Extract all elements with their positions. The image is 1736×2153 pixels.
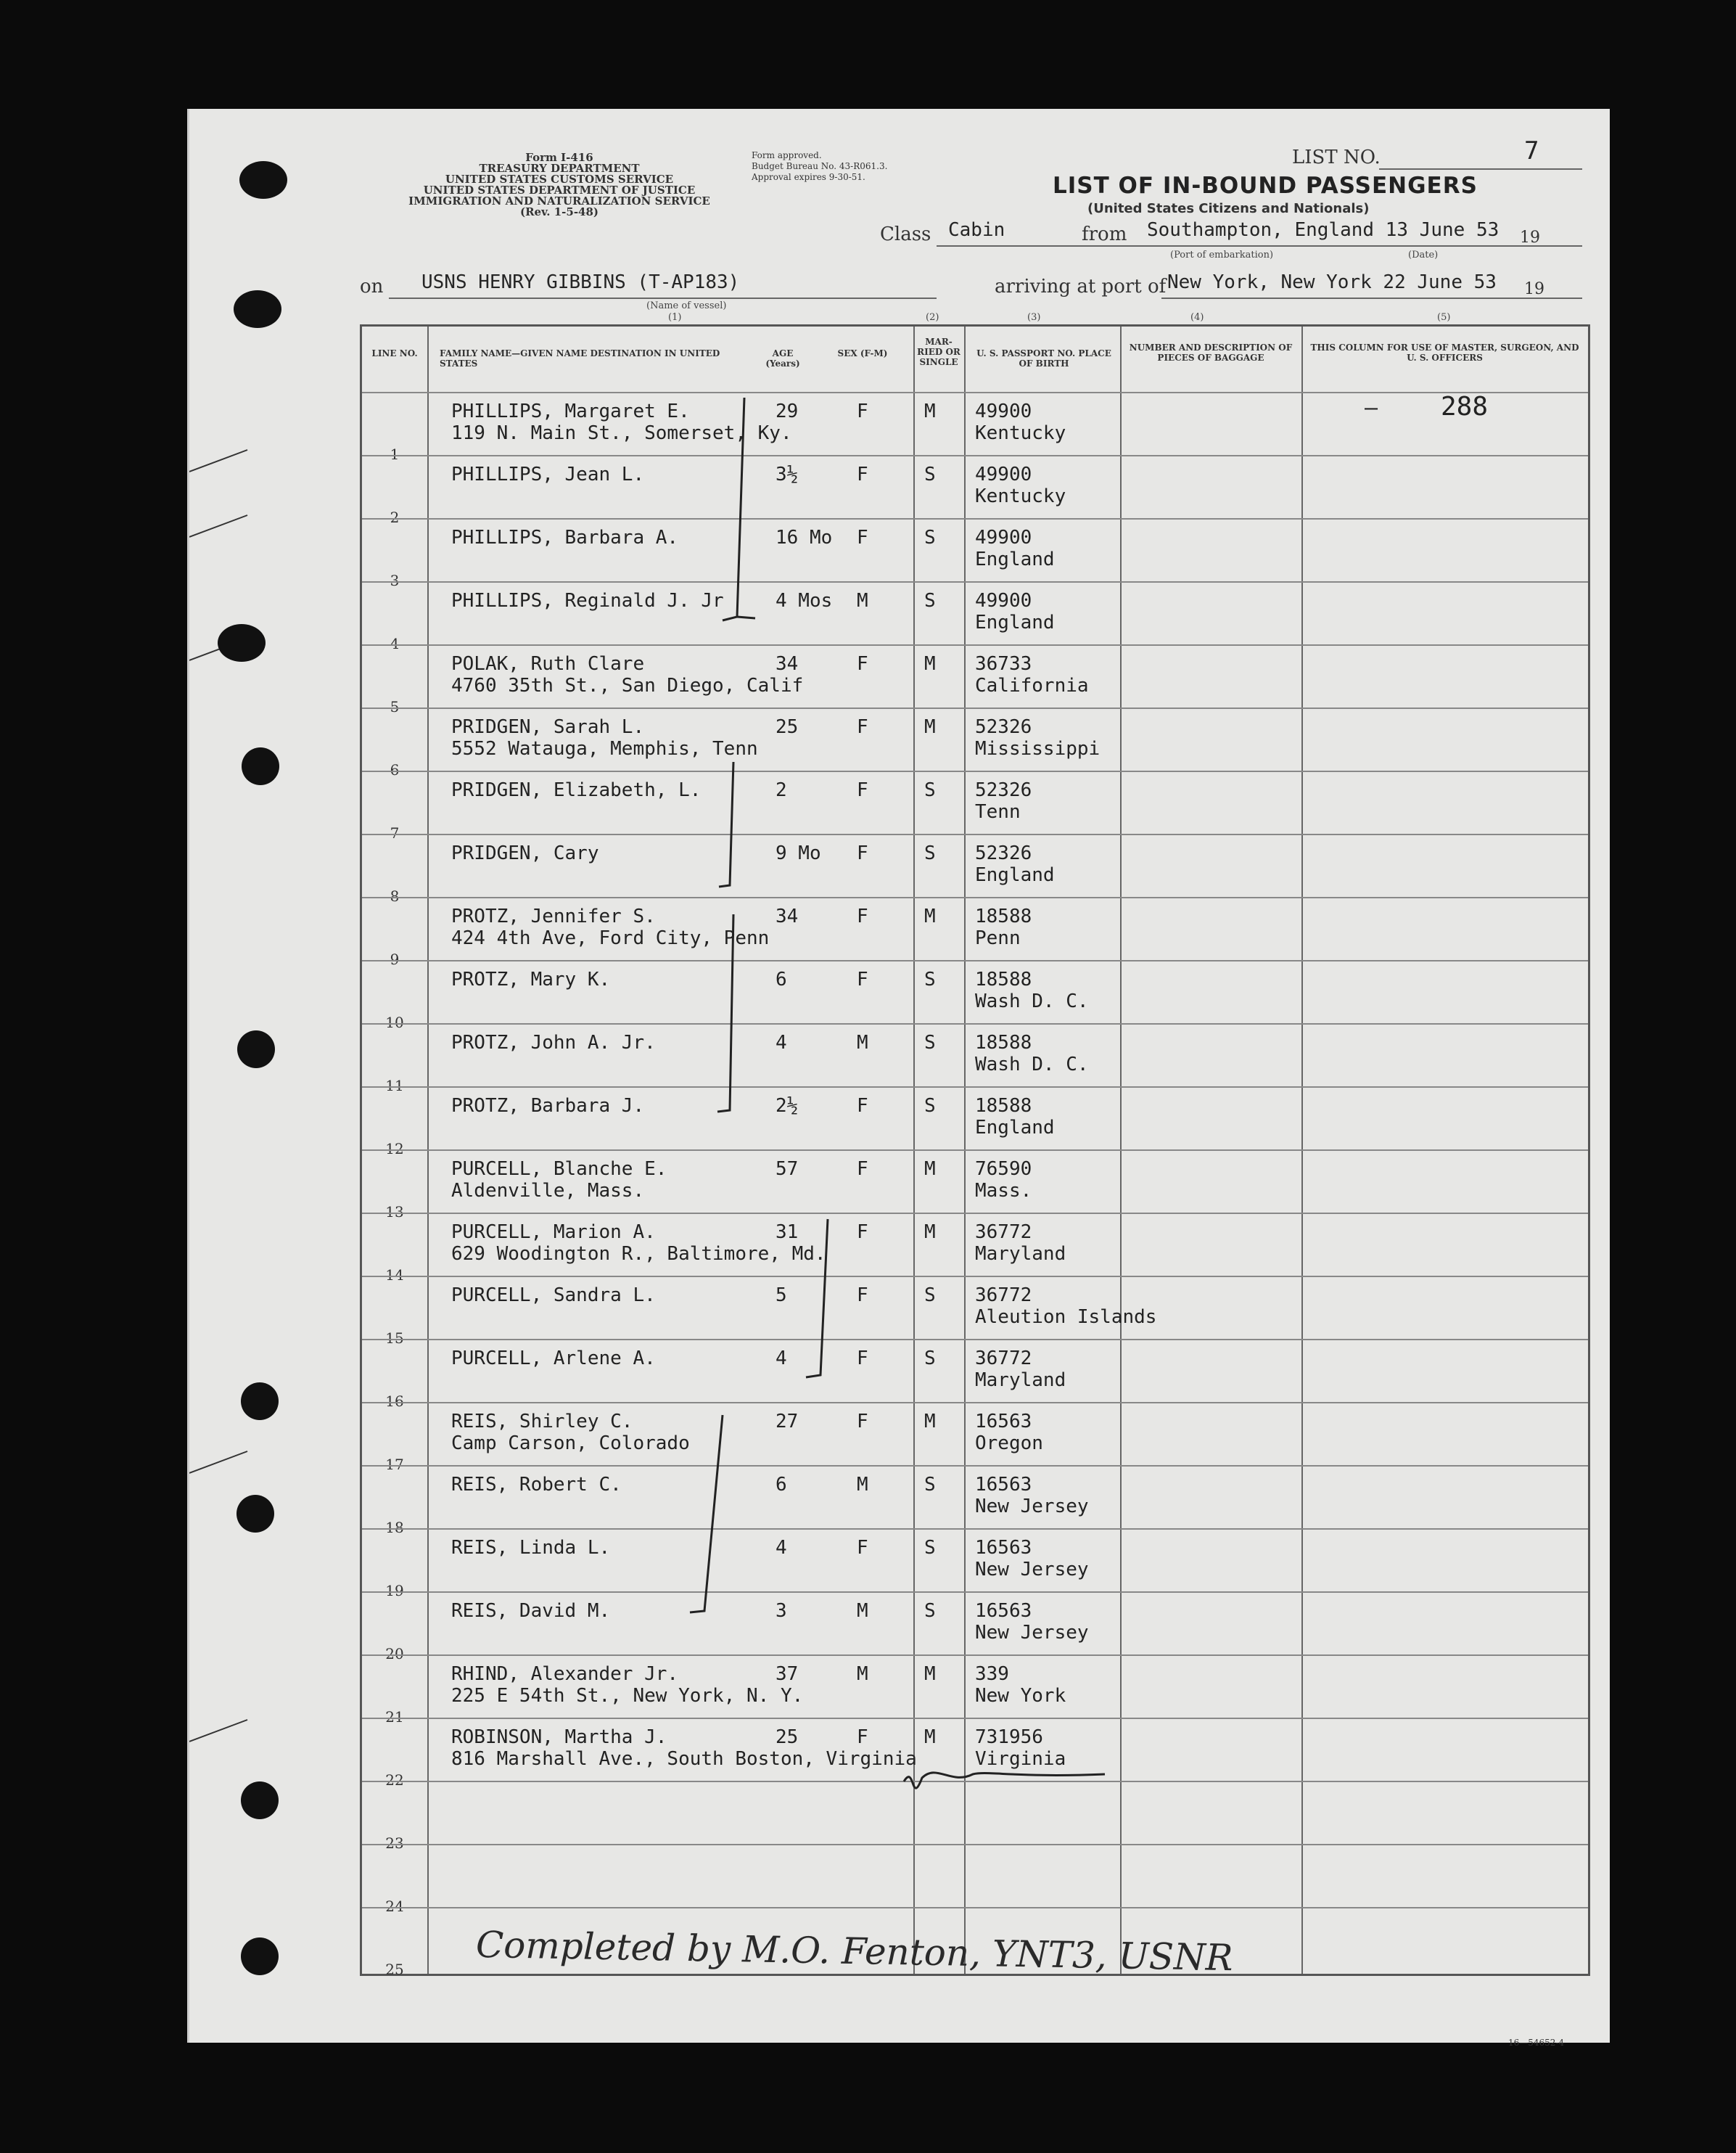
- age: 3½: [776, 464, 799, 485]
- place-of-birth: Aleution Islands: [975, 1306, 1157, 1328]
- row-divider: [362, 581, 1588, 583]
- tick-mark: [189, 450, 247, 472]
- sex: F: [857, 1221, 868, 1243]
- place-of-birth: Maryland: [975, 1243, 1066, 1265]
- place-of-birth: New Jersey: [975, 1559, 1089, 1580]
- column-number-1: (1): [668, 312, 682, 323]
- list-number-underline: [1379, 168, 1582, 170]
- marital-status: S: [924, 1284, 936, 1306]
- row-divider: [362, 1907, 1588, 1908]
- row-divider: [362, 1465, 1588, 1467]
- vessel-caption: (Name of vessel): [646, 300, 727, 311]
- table-row: [362, 1654, 1588, 1726]
- passport-number: 36772: [975, 1221, 1032, 1243]
- binder-hole: [218, 624, 266, 662]
- passport-number: 16563: [975, 1474, 1032, 1496]
- row-divider: [362, 1591, 1588, 1593]
- tick-mark: [189, 515, 247, 537]
- table-row: [362, 960, 1588, 1031]
- marital-status: M: [924, 653, 936, 675]
- passenger-name: PROTZ, Barbara J.: [451, 1095, 645, 1117]
- passenger-name: RHIND, Alexander Jr.: [451, 1663, 679, 1685]
- age: 25: [776, 1726, 799, 1748]
- passport-number: 36772: [975, 1284, 1032, 1306]
- row-divider: [362, 834, 1588, 835]
- approval-block: [752, 150, 940, 183]
- table-row: [362, 1591, 1588, 1662]
- line-number: 13: [385, 1203, 404, 1221]
- age: 16 Mo: [776, 527, 833, 549]
- row-divider: [362, 771, 1588, 772]
- age: 3: [776, 1600, 787, 1622]
- form-approved: Form approved.: [752, 150, 822, 160]
- sex: F: [857, 1411, 868, 1432]
- header-age: AGE (Years): [765, 348, 800, 369]
- destination: 119 N. Main St., Somerset, Ky.: [451, 422, 792, 444]
- place-of-birth: Wash D. C.: [975, 991, 1089, 1012]
- marital-status: S: [924, 842, 936, 864]
- marital-status: M: [924, 1158, 936, 1180]
- sex: F: [857, 653, 868, 675]
- place-of-birth: Wash D. C.: [975, 1054, 1089, 1075]
- line-number: 18: [385, 1519, 404, 1536]
- row-divider: [362, 1844, 1588, 1845]
- passport-number: 49900: [975, 590, 1032, 612]
- form-number: Form I-416: [525, 151, 593, 164]
- department-of-justice: UNITED STATES DEPARTMENT OF JUSTICE: [423, 184, 696, 197]
- form-agency-block: [356, 152, 762, 218]
- table-row: [362, 1465, 1588, 1536]
- from-label: from: [1082, 223, 1127, 245]
- line-number: 15: [385, 1329, 404, 1347]
- line-number: 23: [385, 1834, 404, 1852]
- table-row: [362, 1528, 1588, 1599]
- place-of-birth: Virginia: [975, 1748, 1066, 1770]
- binder-hole: [237, 1030, 275, 1068]
- sex: F: [857, 464, 868, 485]
- line-number: 24: [385, 1898, 404, 1915]
- place-of-birth: Mass.: [975, 1180, 1032, 1202]
- passport-number: 339: [975, 1663, 1009, 1685]
- row-divider: [362, 1149, 1588, 1151]
- sex: F: [857, 1095, 868, 1117]
- marital-status: S: [924, 969, 936, 991]
- table-row: [362, 1213, 1588, 1284]
- table-row: [362, 1844, 1588, 1915]
- list-number-label: LIST NO.: [1292, 147, 1381, 168]
- sex: F: [857, 1158, 868, 1180]
- place-of-birth: Kentucky: [975, 422, 1066, 444]
- passport-number: 49900: [975, 464, 1032, 485]
- table-row: [362, 1339, 1588, 1410]
- age: 6: [776, 969, 787, 991]
- passport-number: 49900: [975, 401, 1032, 422]
- marital-status: M: [924, 1221, 936, 1243]
- line-number: 16: [385, 1393, 404, 1410]
- sex: F: [857, 1348, 868, 1369]
- marital-status: S: [924, 1537, 936, 1559]
- passenger-name: PROTZ, Mary K.: [451, 969, 611, 991]
- passenger-name: PURCELL, Marion A.: [451, 1221, 656, 1243]
- marital-status: S: [924, 779, 936, 801]
- header-name: FAMILY NAME—GIVEN NAME DESTINATION IN UNITED STATES: [440, 348, 720, 369]
- passenger-list-page: [187, 109, 1610, 2048]
- marital-status: M: [924, 1411, 936, 1432]
- year-prefix-1: 19: [1520, 229, 1540, 247]
- tick-mark: [189, 1720, 247, 1742]
- row-divider: [362, 1276, 1588, 1277]
- binder-hole: [236, 1495, 274, 1533]
- sex: M: [857, 1032, 868, 1054]
- line-number: 5: [390, 698, 400, 715]
- class-value: Cabin: [948, 219, 1005, 241]
- row-divider: [362, 1528, 1588, 1530]
- budget-bureau: Budget Bureau No. 43-R061.3.: [752, 161, 888, 171]
- table-row: [362, 897, 1588, 968]
- port-caption: (Port of embarkation): [1170, 250, 1274, 261]
- age: 34: [776, 653, 799, 675]
- age: 37: [776, 1663, 799, 1685]
- passenger-name: PHILLIPS, Reginald J. Jr: [451, 590, 724, 612]
- line-number: 8: [390, 887, 400, 905]
- immigration-service: IMMIGRATION AND NATURALIZATION SERVICE: [408, 194, 710, 208]
- destination: 225 E 54th St., New York, N. Y.: [451, 1685, 804, 1707]
- row-divider: [362, 455, 1588, 456]
- binder-hole: [234, 290, 281, 328]
- place-of-birth: England: [975, 864, 1055, 886]
- sex: F: [857, 969, 868, 991]
- marital-status: S: [924, 464, 936, 485]
- passenger-name: PRIDGEN, Cary: [451, 842, 599, 864]
- table-row: [362, 518, 1588, 589]
- row-divider: [362, 1654, 1588, 1656]
- header-line-no: LINE NO.: [371, 348, 418, 358]
- sex: F: [857, 1284, 868, 1306]
- customs-service: UNITED STATES CUSTOMS SERVICE: [445, 173, 674, 186]
- destination: 4760 35th St., San Diego, Calif: [451, 675, 804, 697]
- sex: F: [857, 842, 868, 864]
- sex: F: [857, 1726, 868, 1748]
- passenger-name: PURCELL, Sandra L.: [451, 1284, 656, 1306]
- line-number: 9: [390, 951, 400, 968]
- vessel-name: USNS HENRY GIBBINS (T-AP183): [421, 271, 740, 293]
- place-of-birth: Penn: [975, 927, 1021, 949]
- binder-hole: [242, 747, 279, 785]
- passport-number: 16563: [975, 1411, 1032, 1432]
- marital-status: S: [924, 527, 936, 549]
- line-number: 10: [385, 1014, 404, 1031]
- line-number: 3: [390, 572, 400, 589]
- row-divider: [362, 708, 1588, 709]
- passenger-name: PROTZ, John A. Jr.: [451, 1032, 656, 1054]
- passenger-name: REIS, Robert C.: [451, 1474, 622, 1496]
- arrival-underline: [1161, 298, 1582, 299]
- footer-code: 16—54652-4: [1508, 2038, 1565, 2048]
- tick-mark: [189, 1451, 247, 1473]
- document-title: LIST OF IN-BOUND PASSENGERS: [1053, 173, 1478, 199]
- destination: Aldenville, Mass.: [451, 1180, 645, 1202]
- table-row: [362, 1781, 1588, 1852]
- passport-number: 52326: [975, 716, 1032, 738]
- row-divider: [362, 1402, 1588, 1403]
- marital-status: M: [924, 1726, 936, 1748]
- passenger-name: PROTZ, Jennifer S.: [451, 906, 656, 927]
- age: 31: [776, 1221, 799, 1243]
- passenger-table: [360, 324, 1590, 1976]
- table-row: [362, 1276, 1588, 1347]
- approval-expires: Approval expires 9-30-51.: [752, 172, 865, 182]
- sex: F: [857, 401, 868, 422]
- embarkation-value: Southampton, England 13 June 53: [1147, 219, 1500, 241]
- age: 4 Mos: [776, 590, 833, 612]
- place-of-birth: New Jersey: [975, 1622, 1089, 1644]
- line-number: 11: [385, 1077, 404, 1094]
- row-divider: [362, 1718, 1588, 1719]
- sex: M: [857, 590, 868, 612]
- binder-hole: [239, 161, 287, 199]
- table-row: [362, 1023, 1588, 1094]
- row-divider: [362, 1781, 1588, 1782]
- sex: M: [857, 1663, 868, 1685]
- row-divider: [362, 897, 1588, 898]
- table-row: [362, 1402, 1588, 1473]
- passport-number: 49900: [975, 527, 1032, 549]
- on-label: on: [360, 276, 384, 298]
- passport-number: 36733: [975, 653, 1032, 675]
- age: 2: [776, 779, 787, 801]
- age: 25: [776, 716, 799, 738]
- marital-status: S: [924, 1600, 936, 1622]
- row-divider: [362, 644, 1588, 646]
- passport-number: 18588: [975, 1032, 1032, 1054]
- row-divider: [362, 392, 1588, 393]
- header-officers: THIS COLUMN FOR USE OF MASTER, SURGEON, AND U. S. OFFICERS: [1310, 343, 1579, 363]
- list-number-value: 7: [1524, 136, 1539, 165]
- line-number: 1: [390, 446, 400, 463]
- passport-number: 16563: [975, 1537, 1032, 1559]
- passport-number: 731956: [975, 1726, 1043, 1748]
- vessel-underline: [389, 298, 937, 299]
- marital-status: M: [924, 1663, 936, 1685]
- age: 4: [776, 1537, 787, 1559]
- line-number: 2: [390, 509, 400, 526]
- form-revision: (Rev. 1-5-48): [519, 205, 599, 218]
- completed-by-signature: Completed by M.O. Fenton, YNT3, USNR: [475, 1923, 1233, 1980]
- row-divider: [362, 1213, 1588, 1214]
- line-number: 19: [385, 1582, 404, 1599]
- passenger-name: REIS, David M.: [451, 1600, 611, 1622]
- column-number-3: (3): [1027, 312, 1041, 323]
- place-of-birth: Mississippi: [975, 738, 1101, 760]
- age: 4: [776, 1348, 787, 1369]
- passenger-name: PHILLIPS, Jean L.: [451, 464, 645, 485]
- destination: 629 Woodington R., Baltimore, Md.: [451, 1243, 826, 1265]
- passenger-name: PRIDGEN, Sarah L.: [451, 716, 645, 738]
- marital-status: S: [924, 1095, 936, 1117]
- marital-status: S: [924, 1474, 936, 1496]
- passport-number: 76590: [975, 1158, 1032, 1180]
- place-of-birth: Tenn: [975, 801, 1021, 823]
- sex: F: [857, 906, 868, 927]
- passport-number: 18588: [975, 906, 1032, 927]
- age: 34: [776, 906, 799, 927]
- passenger-name: PRIDGEN, Elizabeth, L.: [451, 779, 702, 801]
- binder-hole: [241, 1382, 279, 1420]
- marital-status: M: [924, 906, 936, 927]
- passenger-name: POLAK, Ruth Clare: [451, 653, 645, 675]
- line-number: 20: [385, 1645, 404, 1662]
- destination: Camp Carson, Colorado: [451, 1432, 690, 1454]
- sex: F: [857, 716, 868, 738]
- column-number-5: (5): [1437, 312, 1451, 323]
- row-divider: [362, 518, 1588, 520]
- age: 5: [776, 1284, 787, 1306]
- marital-status: S: [924, 1032, 936, 1054]
- table-row: [362, 708, 1588, 779]
- passport-number: 36772: [975, 1348, 1032, 1369]
- table-row: [362, 581, 1588, 652]
- passenger-name: PHILLIPS, Barbara A.: [451, 527, 679, 549]
- sex: M: [857, 1600, 868, 1622]
- arrival-value: New York, New York 22 June 53: [1167, 271, 1497, 293]
- sex: F: [857, 779, 868, 801]
- table-row: [362, 644, 1588, 715]
- age: 6: [776, 1474, 787, 1496]
- passport-number: 18588: [975, 969, 1032, 991]
- passport-number: 18588: [975, 1095, 1032, 1117]
- destination: 5552 Watauga, Memphis, Tenn: [451, 738, 758, 760]
- place-of-birth: England: [975, 612, 1055, 633]
- place-of-birth: New Jersey: [975, 1496, 1089, 1517]
- place-of-birth: Maryland: [975, 1369, 1066, 1391]
- treasury-department: TREASURY DEPARTMENT: [479, 162, 640, 175]
- sex: M: [857, 1474, 868, 1496]
- line-number: 25: [385, 1961, 404, 1978]
- place-of-birth: New York: [975, 1685, 1066, 1707]
- header-sex: SEX (F-M): [837, 348, 888, 358]
- age: 4: [776, 1032, 787, 1054]
- line-number: 21: [385, 1708, 404, 1726]
- year-prefix-2: 19: [1524, 280, 1544, 298]
- age: 57: [776, 1158, 799, 1180]
- row-divider: [362, 1339, 1588, 1340]
- table-row: [362, 392, 1588, 463]
- place-of-birth: Oregon: [975, 1432, 1043, 1454]
- passenger-name: PURCELL, Arlene A.: [451, 1348, 656, 1369]
- sex: F: [857, 1537, 868, 1559]
- from-underline: [1132, 245, 1582, 247]
- official-number: 288: [1441, 392, 1489, 422]
- place-of-birth: England: [975, 1117, 1055, 1139]
- age: 2½: [776, 1095, 799, 1117]
- place-of-birth: England: [975, 549, 1055, 570]
- header-baggage: NUMBER AND DESCRIPTION OF PIECES OF BAGGAGE: [1129, 343, 1293, 363]
- binder-hole: [241, 1937, 279, 1975]
- line-number: 17: [385, 1456, 404, 1473]
- passenger-name: PURCELL, Blanche E.: [451, 1158, 667, 1180]
- row-divider: [362, 960, 1588, 961]
- passenger-name: REIS, Linda L.: [451, 1537, 611, 1559]
- officer-dash: –: [1365, 395, 1378, 421]
- document-subtitle: (United States Citizens and Nationals): [1087, 201, 1370, 216]
- class-label: Class: [880, 223, 931, 245]
- passport-number: 52326: [975, 779, 1032, 801]
- marital-status: M: [924, 716, 936, 738]
- column-number-2: (2): [926, 312, 939, 323]
- line-number: 14: [385, 1266, 404, 1284]
- age: 9 Mo: [776, 842, 821, 864]
- table-row: [362, 1086, 1588, 1157]
- table-row: [362, 771, 1588, 842]
- line-number: 4: [390, 635, 400, 652]
- date-caption: (Date): [1408, 250, 1439, 261]
- age: 27: [776, 1411, 799, 1432]
- place-of-birth: Kentucky: [975, 485, 1066, 507]
- sex: F: [857, 527, 868, 549]
- line-number: 6: [390, 761, 400, 779]
- destination: 424 4th Ave, Ford City, Penn: [451, 927, 770, 949]
- column-number-4: (4): [1190, 312, 1204, 323]
- table-row: [362, 1149, 1588, 1221]
- row-divider: [362, 1086, 1588, 1088]
- marital-status: M: [924, 401, 936, 422]
- table-row: [362, 834, 1588, 905]
- line-number: 22: [385, 1771, 404, 1789]
- place-of-birth: California: [975, 675, 1089, 697]
- passport-number: 16563: [975, 1600, 1032, 1622]
- row-divider: [362, 1023, 1588, 1025]
- marital-status: S: [924, 1348, 936, 1369]
- table-row: [362, 1718, 1588, 1789]
- passenger-name: REIS, Shirley C.: [451, 1411, 633, 1432]
- line-number: 7: [390, 824, 400, 842]
- passport-number: 52326: [975, 842, 1032, 864]
- arriving-label: arriving at port of: [995, 276, 1167, 298]
- passenger-name: PHILLIPS, Margaret E.: [451, 401, 690, 422]
- passenger-name: ROBINSON, Martha J.: [451, 1726, 667, 1748]
- age: 29: [776, 401, 799, 422]
- binder-hole: [241, 1781, 279, 1819]
- header-married: MAR-RIED OR SINGLE: [917, 337, 960, 367]
- line-number: 12: [385, 1140, 404, 1157]
- marital-status: S: [924, 590, 936, 612]
- table-row: [362, 455, 1588, 526]
- destination: 816 Marshall Ave., South Boston, Virginia: [451, 1748, 917, 1770]
- header-passport: U. S. PASSPORT NO. PLACE OF BIRTH: [976, 348, 1111, 369]
